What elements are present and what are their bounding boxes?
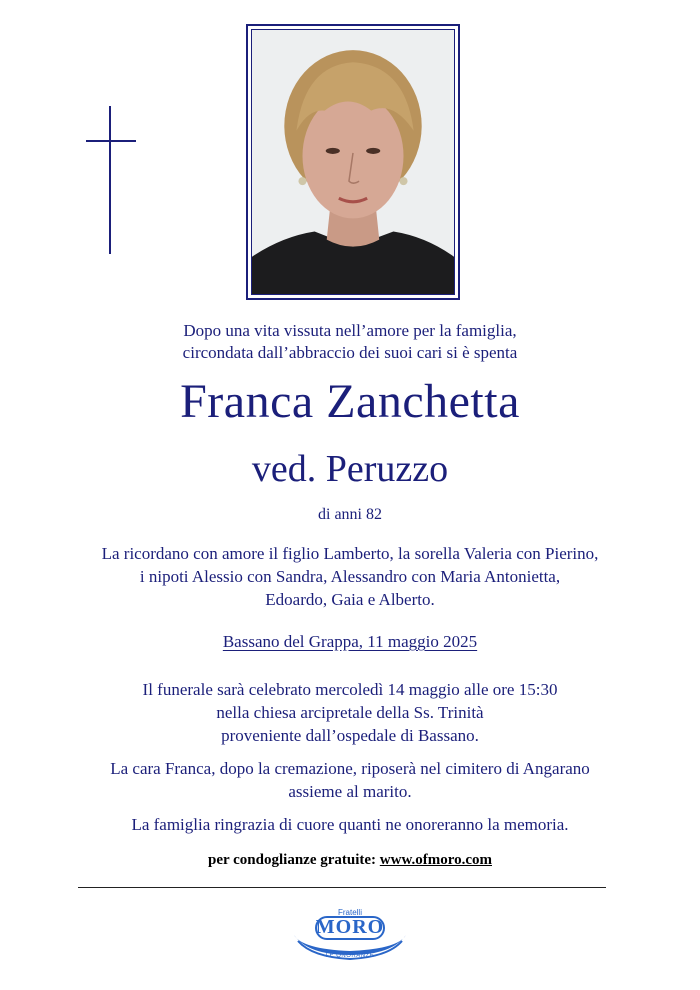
age-text: di anni 82 xyxy=(318,506,382,523)
widow-of: ved. Peruzzo xyxy=(251,448,449,490)
condolences-label: per condoglianze gratuite: xyxy=(208,852,377,868)
funeral-home-logo xyxy=(288,905,412,965)
condolences-link[interactable]: www.ofmoro.com xyxy=(379,852,492,868)
intro-text xyxy=(0,320,700,364)
deceased-name: Franca Zanchetta xyxy=(180,375,520,428)
burial-info xyxy=(0,757,700,803)
relatives-text xyxy=(0,542,700,611)
funeral-line: Il funerale sarà celebrato mercoledì 14 maggio alle ore 15:30 xyxy=(142,680,558,699)
cross-icon xyxy=(86,106,136,256)
burial-line: assieme al marito. xyxy=(288,782,412,801)
relatives-line: La ricordano con amore il figlio Lamberto, la sorella Valeria con Pierino, xyxy=(101,544,599,563)
divider xyxy=(78,887,606,888)
portrait-frame xyxy=(246,24,460,300)
portrait-photo xyxy=(251,29,455,295)
intro-line: circondata dall’abbraccio dei suoi cari si è spenta xyxy=(182,343,518,362)
thanks-text: La famiglia ringrazia di cuore quanti ne onoreranno la memoria. xyxy=(131,815,569,834)
intro-line: Dopo una vita vissuta nell’amore per la famiglia, xyxy=(183,321,517,340)
relatives-line: i nipoti Alessio con Sandra, Alessandro con Maria Antonietta, xyxy=(139,567,561,586)
logo-sub-text: LE ONORANZE xyxy=(325,953,375,959)
logo-brand-text: MORO xyxy=(315,916,385,938)
funeral-info xyxy=(0,678,700,747)
place-date-text: Bassano del Grappa, 11 maggio 2025 xyxy=(222,632,478,651)
place-date xyxy=(0,631,700,653)
burial-line: La cara Franca, dopo la cremazione, riposerà nel cimitero di Angarano xyxy=(110,759,590,778)
funeral-line: proveniente dall’ospedale di Bassano. xyxy=(221,726,479,745)
relatives-line: Edoardo, Gaia e Alberto. xyxy=(265,590,435,609)
logo-top-text: Fratelli xyxy=(337,908,362,917)
funeral-line: nella chiesa arcipretale della Ss. Trinità xyxy=(216,703,484,722)
condolences xyxy=(0,850,700,870)
